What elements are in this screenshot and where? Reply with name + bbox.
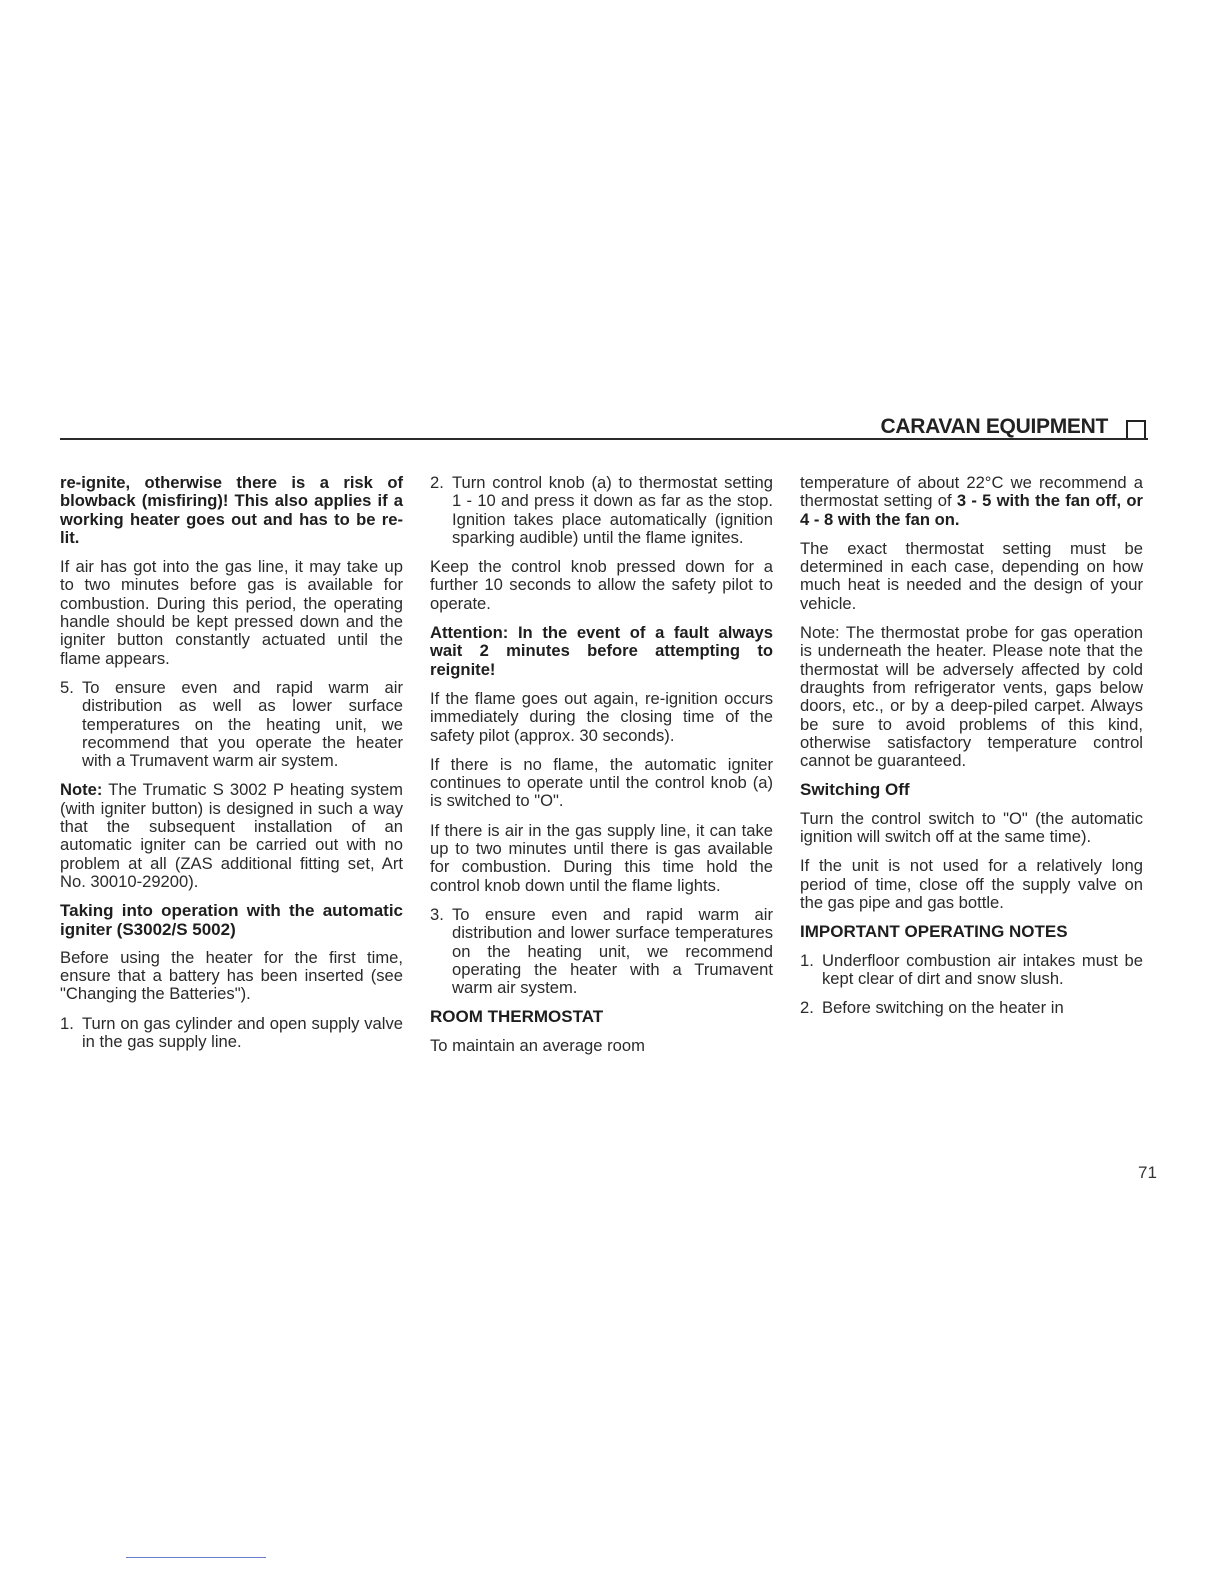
column-right [800, 474, 1143, 1028]
list-number: 2. [800, 998, 814, 1018]
heading-switching-off: Switching Off [800, 780, 910, 800]
column-left [60, 474, 403, 1062]
paragraph-exact-setting: The exact thermostat setting must be determined in each case, depending on how much heat is needed and the design of your vehicle. [800, 538, 1143, 613]
list-number: 2. [430, 473, 444, 492]
section-marker-box [1126, 420, 1146, 440]
heading-room-thermostat: ROOM THERMOSTAT [430, 1007, 604, 1027]
list-number: 5. [60, 677, 74, 697]
heading-important-notes: IMPORTANT OPERATING NOTES [800, 922, 1068, 942]
paragraph-air-in-gas-line: If air has got into the gas line, it may take up to two minutes before gas is available for combustion. During this period, the operating handle should be kept pressed down and the igniter button constantly actuated until the flame appears. [60, 557, 403, 668]
list-number: 1. [800, 950, 814, 970]
list-item-2 [430, 474, 773, 547]
attention-warning: Attention: In the event of a fault always wait 2 minutes before attempting to reignite! [430, 623, 773, 679]
note-label: Note: [60, 780, 103, 800]
notes-item-1 [800, 952, 1143, 989]
list-number: 3. [430, 904, 444, 924]
list-text: To ensure even and rapid warm air distribution and lower surface temperatures on the heating unit, we recommend operating the heater with a Trumavent warm air system. [452, 904, 773, 998]
list-text: Turn on gas cylinder and open supply valve in the gas supply line. [82, 1013, 403, 1052]
heading-automatic-igniter: Taking into operation with the automatic igniter (S3002/S 5002) [60, 901, 403, 939]
list-item-1 [60, 1015, 403, 1052]
list-text: Underfloor combustion air intakes must be kept clear of dirt and snow slush. [822, 950, 1143, 988]
list-text: To ensure even and rapid warm air distribution as well as lower surface temperatures on the heating unit, we recommend that you operate the heater with a Trumavent warm air system. [82, 677, 403, 771]
paragraph-battery: Before using the heater for the first time, ensure that a battery has been inserted (see "Changing the Batteries"). [60, 947, 403, 1004]
thermostat-setting-text: temperature of about 22°C we recommend a thermostat setting of [800, 473, 1143, 511]
page-number: 71 [1138, 1163, 1157, 1182]
paragraph-keep-pressed: Keep the control knob pressed down for a further 10 seconds to allow the safety pilot to operate. [430, 557, 773, 613]
paragraph-air-supply-line: If there is air in the gas supply line, it can take up to two minutes until there is gas available for combustion. During this time hold the control knob down until the flame lights. [430, 820, 773, 895]
page-header [60, 414, 1148, 440]
section-title: CARAVAN EQUIPMENT [880, 415, 1108, 438]
paragraph-flame-out: If the flame goes out again, re-ignition occurs immediately during the closing time of the safety pilot (approx. 30 seconds). [430, 688, 773, 745]
paragraph-turn-control-switch: Turn the control switch to "O" (the automatic ignition will switch off at the same time). [800, 808, 1143, 847]
footnote-rule [126, 1557, 266, 1558]
blowback-warning: re-ignite, otherwise there is a risk of blowback (misfiring)! This also applies if a working heater goes out and has to be re-lit. [60, 473, 403, 547]
note-text: The Trumatic S 3002 P heating system (with igniter button) is designed in such a way that the subsequent installation of an automatic igniter can be carried out with no problem at all (ZAS additional fitting set, Art No. 30010-29200). [60, 780, 404, 891]
notes-item-2 [800, 999, 1143, 1017]
list-text: Turn control knob (a) to thermostat setting 1 - 10 and press it down as far as the stop. Ignition takes place automatically (ignition sparking audible) until the flame ignites. [452, 473, 773, 547]
paragraph-thermostat-probe: Note: The thermostat probe for gas operation is underneath the heater. Please note that the thermostat will be adversely affected by cold draughts from refrigerator vents, gaps below doors, etc., or by a deep-piled carpet. Always be sure to avoid problems of this kind, otherwise satisfactory temperature control cannot be guaranteed. [800, 623, 1143, 771]
paragraph-thermostat-setting [800, 474, 1143, 529]
list-item-3 [430, 906, 773, 997]
paragraph-maintain-temperature: To maintain an average room [430, 1035, 645, 1055]
thermostat-setting-values: 3 - 5 with the fan off, or 4 - 8 with the fan on. [800, 491, 1144, 529]
list-number: 1. [60, 1013, 74, 1033]
list-text: Before switching on the heater in [822, 998, 1064, 1018]
column-middle [430, 474, 773, 1066]
list-item-5 [60, 679, 403, 770]
paragraph-no-flame: If there is no flame, the automatic igniter continues to operate until the control knob (a) is switched to "O". [430, 754, 773, 811]
header-rule [60, 438, 1148, 440]
note-paragraph [60, 781, 403, 891]
paragraph-unit-unused: If the unit is not used for a relatively long period of time, close off the supply valve on the gas pipe and gas bottle. [800, 856, 1143, 912]
